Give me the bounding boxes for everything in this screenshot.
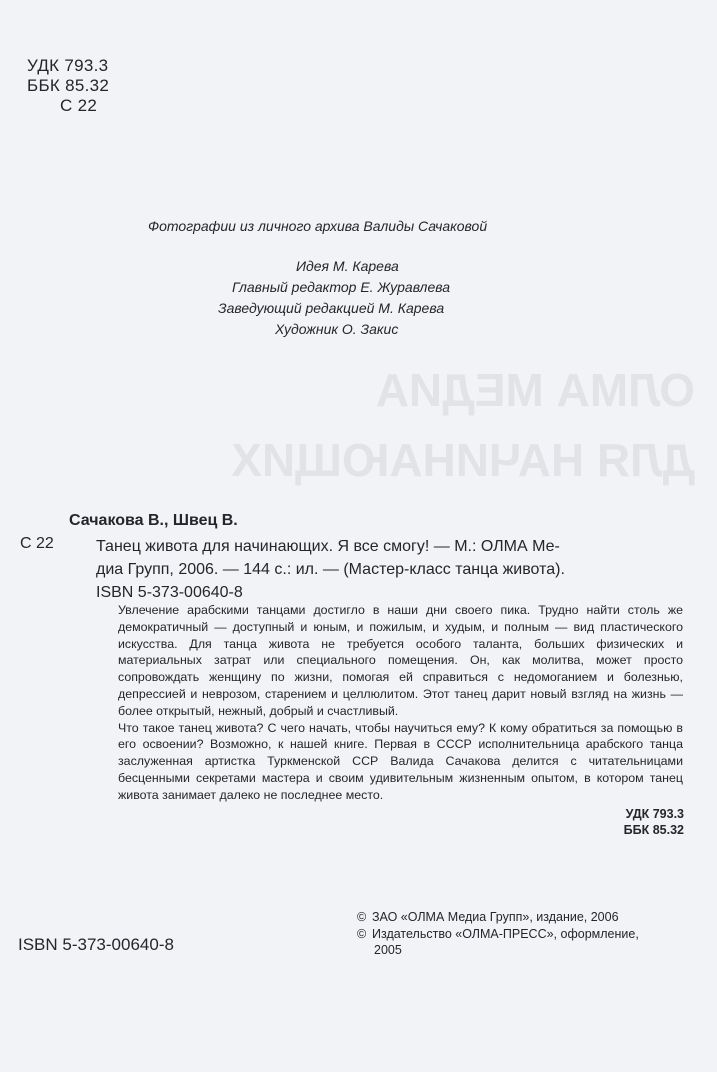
chief-editor-credit: Главный редактор Е. Журавлева [232, 279, 451, 295]
card-author: Сачакова В., Швец В. [69, 512, 238, 529]
isbn-bottom: ISBN 5-373-00640-8 [18, 935, 174, 954]
classification-codes-top [27, 56, 109, 116]
card-isbn: ISBN 5-373-00640-8 [96, 584, 243, 601]
author-mark: С 22 [60, 96, 98, 115]
head-editor-credit: Заведующий редакцией М. Карева [218, 300, 445, 316]
artist-credit: Художник О. Закис [275, 321, 399, 337]
copyright-line: 2005 [374, 943, 402, 957]
card-index: С 22 [20, 535, 54, 552]
bbk-code: ББК 85.32 [27, 76, 110, 95]
bbk-code: ББК 85.32 [623, 823, 684, 837]
udk-code: УДК 793.3 [625, 807, 684, 821]
copyright-block [357, 909, 687, 959]
idea-credit: Идея М. Карева [296, 258, 399, 274]
bib-line: диа Групп, 2006. — 144 с.: ил. — (Мастер-класс танца живота). [96, 561, 565, 578]
copyright-line: ЗАО «ОЛМА Медиа Групп», издание, 2006 [372, 910, 619, 924]
bleed-through-texture: ОЛМА МЕДИА ДЛЯ НАЧИНАЮЩИХ [231, 364, 695, 486]
annotation [118, 602, 683, 804]
photo-credit: Фотографии из личного архива Валиды Сачаковой [148, 218, 488, 234]
copyright-icon: © [357, 910, 367, 924]
copyright-icon: © [357, 926, 367, 941]
annotation-paragraph: Увлечение арабскими танцами достигло в наши дни своего пика. Трудно найти столь же демократичный — доступный и юным, и пожилым, и худым, и полным — вид пластического искусства. Для танца живота не требуется особого таланта, больших физических и материальных затрат или специального помещения. Он, как молитва, может просто сопровождать женщину по жизни, помогая ей справиться с недомоганием и болезнью, депрессией и неврозом, старением и целлюлитом. Этот танец дарит новый взгляд на жизнь — более открытый, нежный, добрый и счастливый. [118, 603, 683, 718]
bib-line: Танец живота для начинающих. Я все смогу! — М.: ОЛМА Ме- [96, 538, 560, 555]
udk-code: УДК 793.3 [27, 56, 109, 75]
classification-codes-bottom [624, 806, 684, 838]
bibliographic-description [96, 535, 696, 604]
copyright-line: Издательство «ОЛМА-ПРЕСС», оформление, [372, 926, 639, 941]
annotation-paragraph: Что такое танец живота? С чего начать, чтобы научиться ему? К кому обратиться за помощью в его освоении? Возможно, к нашей книге. Первая в СССР исполнительница арабского танца заслуженная артистка Туркменской ССР Валида Сачакова делится с читательницами бесценными секретами мастера и своим удивительным жизненным опытом, в котором танец живота занимает далеко не последнее место. [118, 720, 683, 802]
